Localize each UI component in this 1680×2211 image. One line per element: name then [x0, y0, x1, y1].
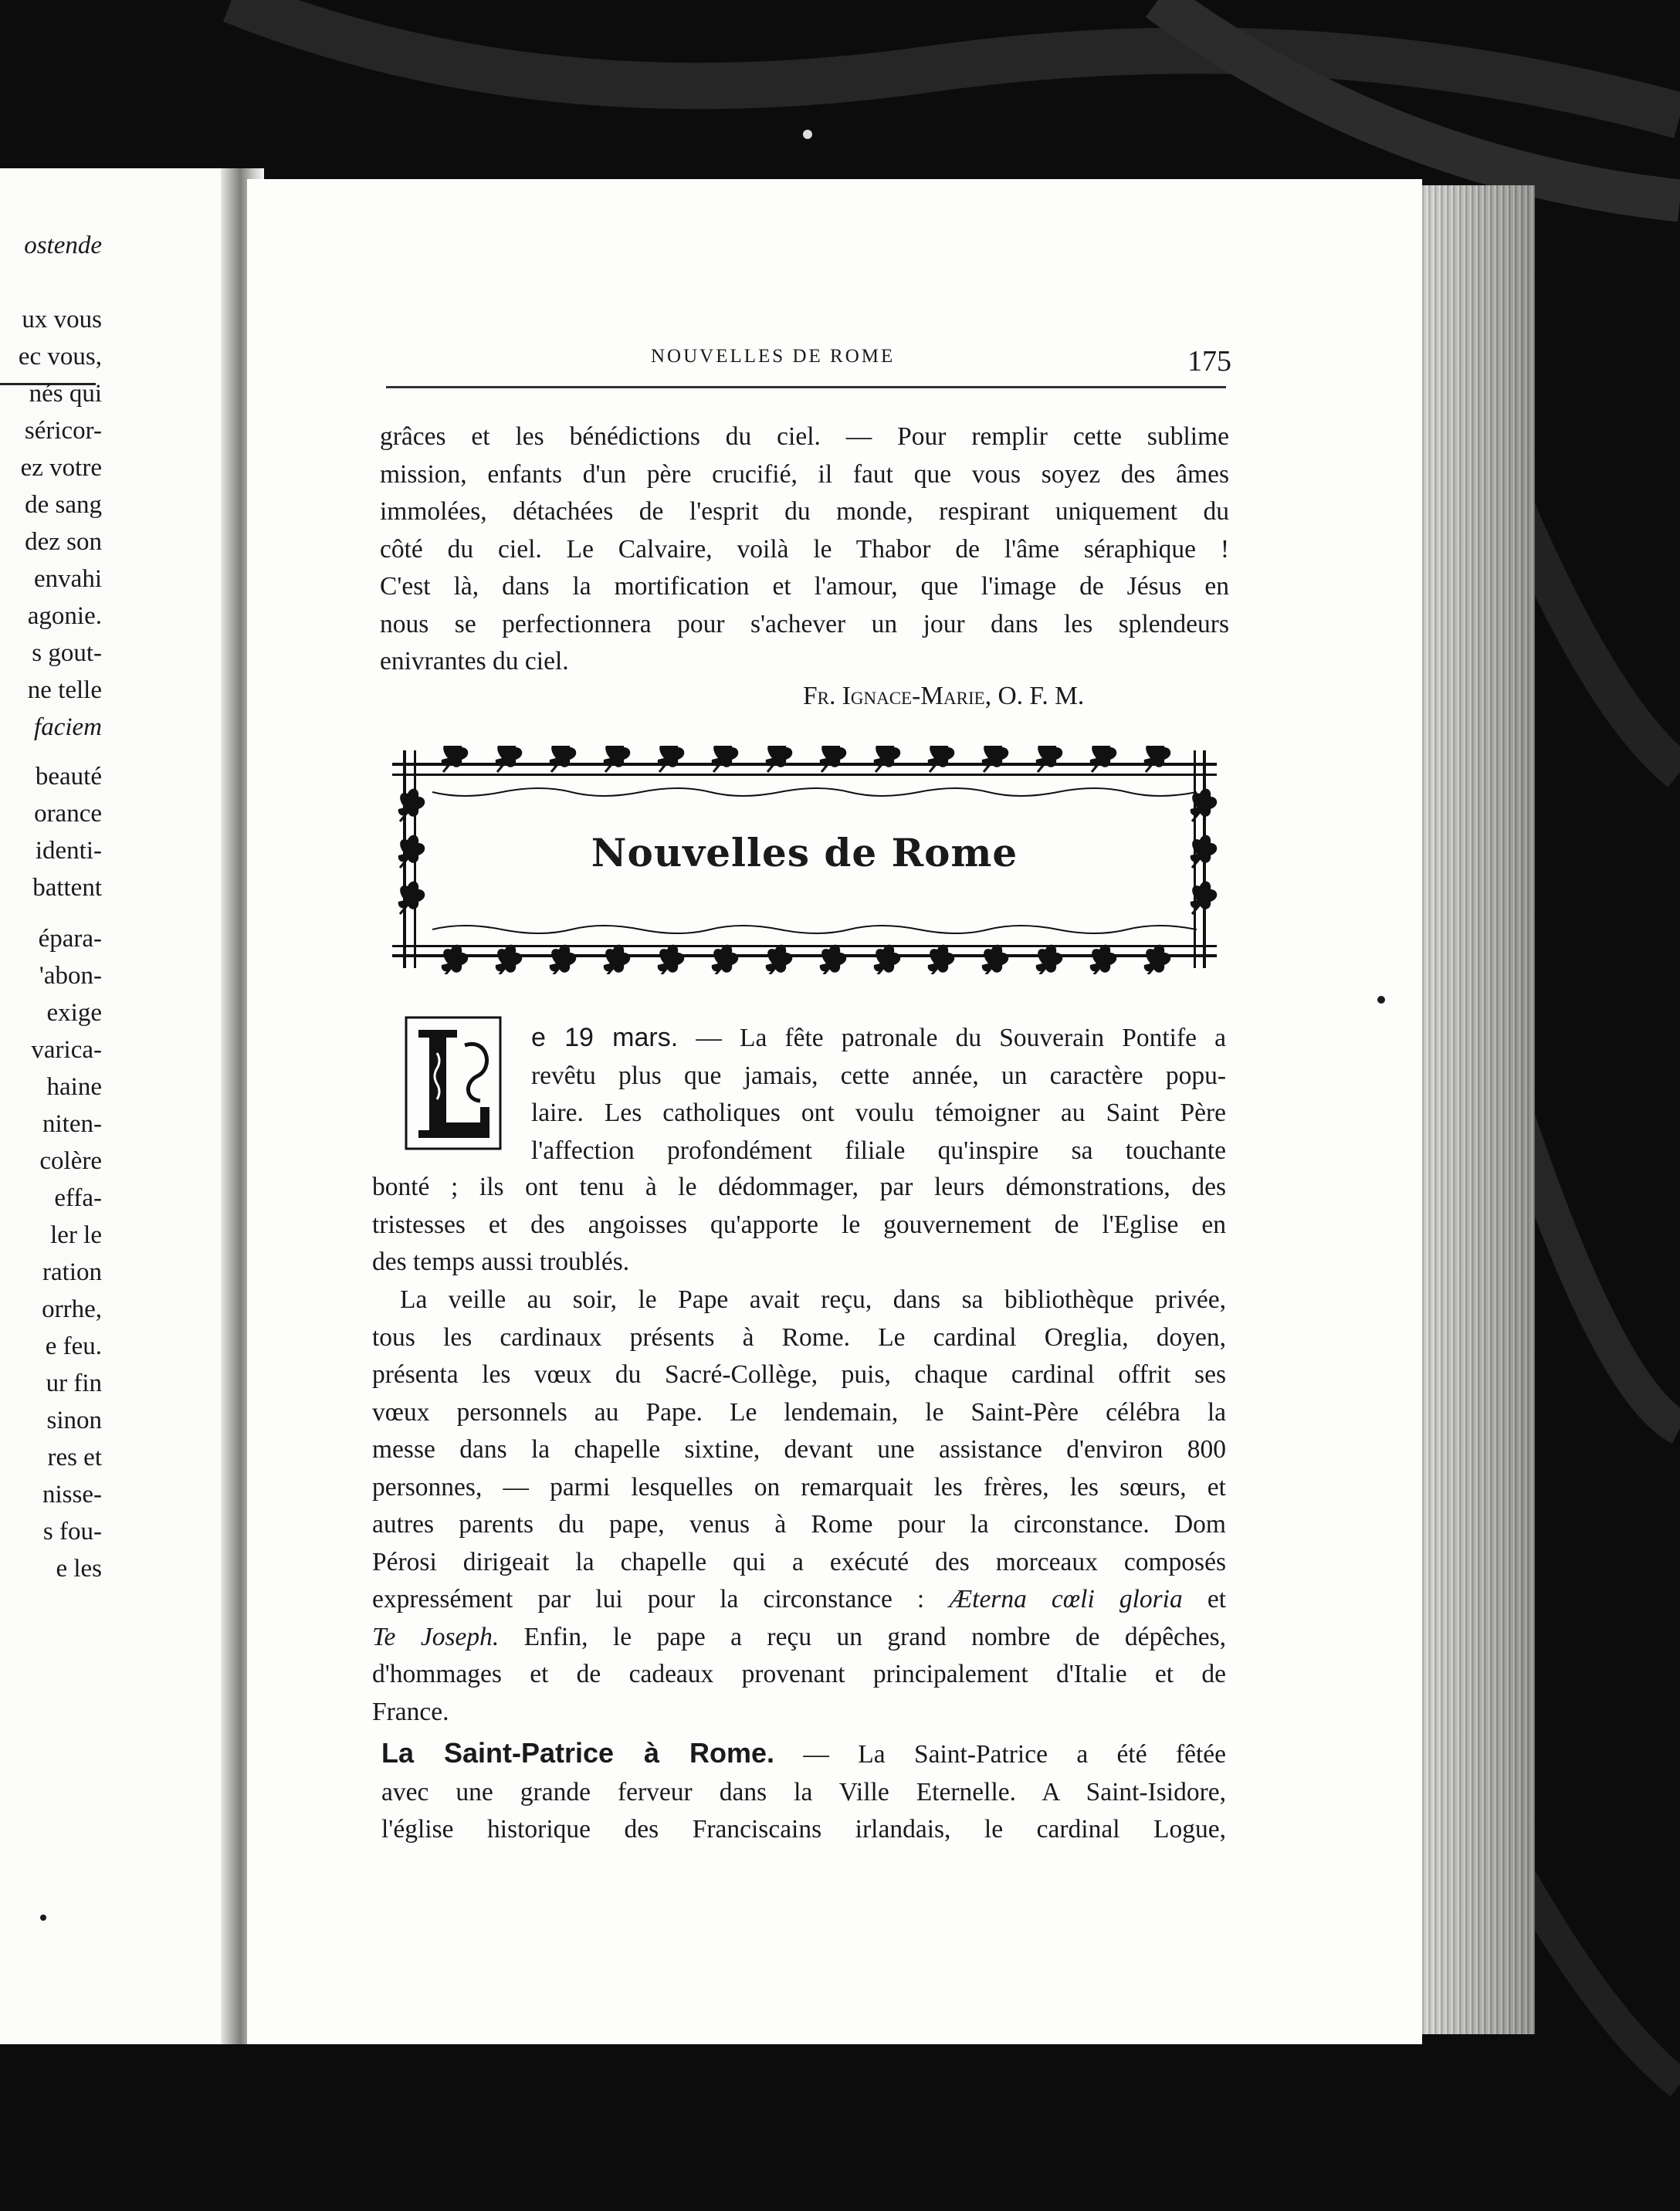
left-page-line: orrhe,: [42, 1295, 102, 1323]
left-page-line: effa-: [54, 1184, 102, 1212]
text-fragment: et: [1207, 1585, 1227, 1613]
march-19-paragraph: [531, 1019, 1226, 1170]
text-line: messe dans la chapelle sixtine, devant une assistance d'environ 800: [372, 1435, 1226, 1464]
text-line: nous se perfectionnera pour s'achever un jour dans les splendeurs: [380, 609, 1229, 638]
text-line: grâces et les bénédictions du ciel. — Pour remplir cette sublime: [380, 422, 1229, 451]
page-edges: [1419, 185, 1535, 2034]
text-fragment: — La fête patronale du Souverain Pontife a: [696, 1024, 1226, 1052]
left-page-line: ux vous: [22, 306, 102, 334]
left-page-line: niten-: [42, 1110, 102, 1138]
left-page-line: varica-: [31, 1036, 102, 1064]
text-line: Pérosi dirigeait la chapelle qui a exécuté des morceaux composés: [372, 1547, 1226, 1576]
march-19-continuation: [372, 1169, 1226, 1282]
text-line: tristesses et des angoisses qu'apporte le gouvernement de l'Eglise en: [372, 1210, 1226, 1239]
text-line: revêtu plus que jamais, cette année, un caractère popu-: [531, 1061, 1226, 1090]
text-line: l'église historique des Franciscains irlandais, le cardinal Logue,: [381, 1815, 1226, 1844]
left-page-line: ostende: [24, 232, 102, 259]
text-line: mission, enfants d'un père crucifié, il faut que vous soyez des âmes: [380, 459, 1229, 489]
left-page-line: ec vous,: [18, 343, 102, 371]
left-page-line: épara-: [38, 925, 102, 953]
saint-patrice-paragraph: [381, 1735, 1226, 1849]
text-line: côté du ciel. Le Calvaire, voilà le Thabor de l'âme séraphique !: [380, 534, 1229, 564]
text-line: immolées, détachées de l'esprit du monde, respirant uniquement du: [380, 497, 1229, 526]
italic-title: Te Joseph.: [372, 1622, 500, 1651]
drop-cap: [403, 1014, 503, 1152]
text-line: laire. Les catholiques ont voulu témoigner au Saint Père: [531, 1099, 1226, 1127]
text-line: l'affection profondément filiale qu'inspire sa touchante: [531, 1136, 1226, 1165]
left-page-line: s fou-: [42, 1518, 102, 1546]
text-line: [372, 1581, 1226, 1619]
text-line: [372, 1619, 1226, 1657]
text-line: présenta les vœux du Sacré-Collège, puis, chaque cardinal offrit ses: [372, 1360, 1226, 1389]
left-page-line: nisse-: [42, 1481, 102, 1508]
left-page-line: identi-: [35, 837, 102, 865]
text-fragment: expressément par lui pour la circonstance :: [372, 1585, 925, 1613]
left-page-line: haine: [46, 1073, 102, 1101]
dust-speck: [40, 1915, 46, 1921]
text-line: [531, 1019, 1226, 1058]
dust-speck: [1377, 996, 1385, 1004]
left-page-line: ur fin: [46, 1370, 102, 1397]
march-19-lead: e 19 mars.: [531, 1023, 679, 1052]
left-page-line: agonie.: [27, 602, 102, 630]
italic-title: Æterna cœli gloria: [949, 1585, 1183, 1613]
left-page-line: colère: [39, 1147, 102, 1175]
left-page-line: de sang: [25, 491, 102, 519]
text-line: C'est là, dans la mortification et l'amour, que l'image de Jésus en: [380, 572, 1229, 601]
left-page-line: ez votre: [20, 454, 102, 482]
left-page-line: e les: [56, 1555, 102, 1583]
left-page-line: 'abon-: [39, 962, 102, 990]
text-line: bonté ; ils ont tenu à le dédommager, par leurs démonstrations, des: [372, 1173, 1226, 1201]
left-page-line: ne telle: [27, 676, 102, 704]
running-header: NOUVELLES DE ROME: [651, 346, 896, 367]
text-line: France.: [372, 1697, 449, 1726]
text-line: tous les cardinaux présents à Rome. Le cardinal Oreglia, doyen,: [372, 1322, 1226, 1352]
text-line: personnes, — parmi lesquelles on remarquait les frères, les sœurs, et: [372, 1472, 1226, 1502]
text-line: [381, 1735, 1226, 1774]
saint-patrice-heading: La Saint-Patrice à Rome.: [381, 1737, 775, 1769]
section-title: Nouvelles de Rome: [591, 830, 1018, 875]
text-line: des temps aussi troublés.: [372, 1248, 630, 1276]
left-page-line: res et: [47, 1444, 102, 1471]
text-line: d'hommages et de cadeaux provenant principalement d'Italie et de: [372, 1660, 1226, 1688]
header-rule: [386, 386, 1226, 388]
left-page-line: ler le: [50, 1221, 102, 1249]
text-line: vœux personnels au Pape. Le lendemain, le Saint-Père célébra la: [372, 1397, 1226, 1427]
left-page-line: dez son: [25, 528, 102, 556]
left-page-line: orance: [34, 800, 102, 828]
left-page-line: e feu.: [45, 1332, 102, 1360]
left-page-line: faciem: [34, 713, 102, 741]
opening-paragraph: [380, 418, 1229, 681]
text-line: avec une grande ferveur dans la Ville Eternelle. A Saint-Isidore,: [381, 1777, 1226, 1806]
text-line: La veille au soir, le Pape avait reçu, dans sa bibliothèque privée,: [400, 1285, 1226, 1314]
left-page: [0, 168, 232, 2044]
left-page-line: battent: [32, 874, 102, 902]
text-fragment: Enfin, le pape a reçu un grand nombre de dépêches,: [523, 1622, 1227, 1651]
left-page-line: s gout-: [32, 639, 102, 667]
left-page-line: séricor-: [24, 417, 102, 445]
dust-speck: [803, 130, 812, 139]
page-number: 175: [1187, 345, 1231, 378]
left-page-line: beauté: [35, 763, 102, 791]
left-page-line: sinon: [46, 1407, 102, 1434]
left-page-line: exige: [46, 999, 102, 1027]
text-line: enivrantes du ciel.: [380, 647, 569, 675]
left-page-line: envahi: [34, 565, 102, 593]
signature: Fr. Ignace-Marie, O. F. M.: [803, 682, 1085, 710]
veille-paragraph: [372, 1282, 1226, 1731]
text-line: autres parents du pape, venus à Rome pour la circonstance. Dom: [372, 1510, 1226, 1539]
drop-cap-letter: L: [453, 1147, 454, 1148]
left-page-line: ration: [42, 1258, 102, 1286]
text-fragment: — La Saint-Patrice a été fêtée: [803, 1740, 1227, 1769]
left-page-line: nés qui: [29, 380, 102, 408]
